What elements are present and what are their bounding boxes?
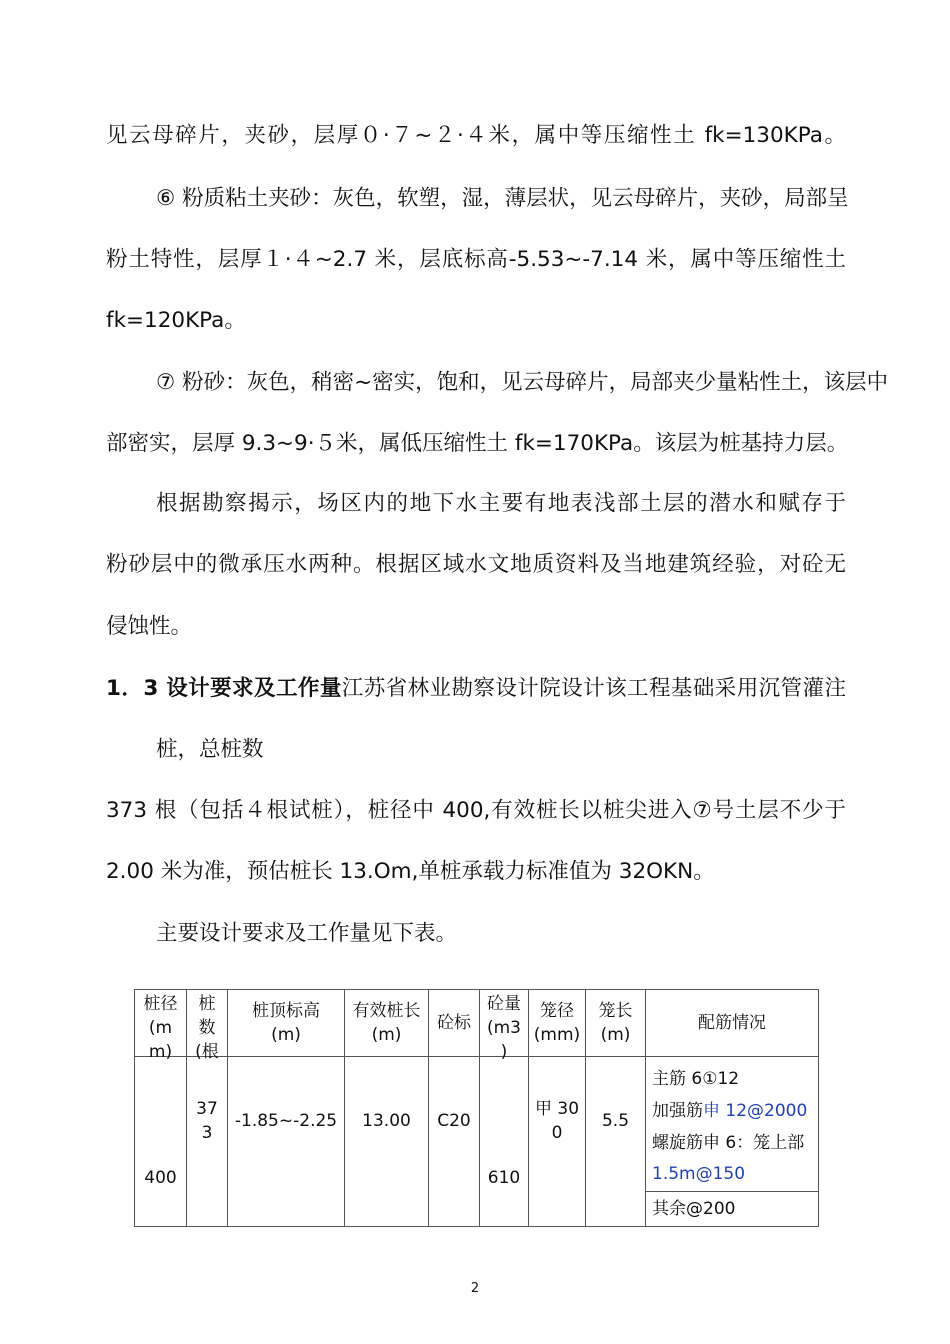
cell-cage-length: 5.5 <box>586 1057 646 1227</box>
header-concrete-volume: 砼量 (m3 ) <box>480 990 529 1057</box>
cell-count: 37 3 <box>187 1057 228 1227</box>
header-count: 桩 数 (根 <box>187 990 228 1057</box>
cell-top-elevation: -1.85~-2.25 <box>228 1057 345 1227</box>
paragraph-line: 根据勘察揭示，场区内的地下水主要有地表浅部土层的潜水和赋存于 <box>156 491 846 516</box>
section-text: 江苏省林业勘察设计院设计该工程基础采用沉管灌注 <box>341 676 846 701</box>
header-diameter: 桩径 (m m) <box>135 990 187 1057</box>
cell-rebar-rest: 其余@200 <box>646 1192 819 1227</box>
paragraph-line: fk=120KPa。 <box>106 308 246 333</box>
header-cage-length: 笼长 (m) <box>586 990 646 1057</box>
header-effective-length: 有效桩长 (m) <box>345 990 429 1057</box>
cell-concrete-grade: C20 <box>429 1057 480 1227</box>
cell-diameter: 400 <box>135 1057 187 1227</box>
paragraph-line: 见云母碎片，夹砂，层厚０·７~２·４米，属中等压缩性土 fk=130KPa。 <box>106 123 846 148</box>
paragraph-line: 部密实，层厚 9.3~9·５米，属低压缩性土 fk=170KPa。该层为桩基持力层。 <box>106 431 849 456</box>
paragraph-line: ⑥ 粉质粘土夹砂：灰色，软塑，湿，薄层状，见云母碎片，夹砂，局部呈 <box>156 186 849 211</box>
paragraph-line: ⑦ 粉砂：灰色，稍密~密实，饱和，见云母碎片，局部夹少量粘性土，该层中 <box>156 370 889 395</box>
table-row <box>135 1057 819 1192</box>
paragraph-line: 粉土特性，层厚１·４~2.7 米，层底标高-5.53~-7.14 米，属中等压缩性土 <box>106 247 846 272</box>
table-header-row <box>135 990 819 1057</box>
page-number: 2 <box>470 1281 480 1296</box>
paragraph-line: 2.00 米为准，预估桩长 13.Om,单桩承载力标准值为 32OKN。 <box>106 859 715 884</box>
paragraph-line: 侵蚀性。 <box>106 614 193 639</box>
paragraph-line: 主要设计要求及工作量见下表。 <box>156 921 458 946</box>
header-rebar: 配筋情况 <box>646 990 819 1057</box>
design-requirements-table <box>134 989 819 1227</box>
cell-concrete-volume: 610 <box>480 1057 529 1227</box>
header-concrete-grade: 砼标 <box>429 990 480 1057</box>
section-heading-line <box>106 674 846 704</box>
rebar-reinforcing: 加强筋申 12@2000 <box>652 1101 808 1121</box>
header-top-elevation: 桩顶标高 (m) <box>228 990 345 1057</box>
rebar-spiral: 螺旋筋申 6：笼上部 <box>652 1133 805 1153</box>
paragraph-line: 桩，总桩数 <box>156 737 264 762</box>
rebar-spiral-value: 1.5m@150 <box>652 1164 746 1184</box>
cell-rebar <box>646 1057 819 1192</box>
paragraph-line: 粉砂层中的微承压水两种。根据区域水文地质资料及当地建筑经验，对砼无 <box>106 552 846 577</box>
cell-effective-length: 13.00 <box>345 1057 429 1227</box>
cell-cage-diameter: 甲 30 0 <box>529 1057 586 1227</box>
section-heading: 1．3 设计要求及工作量 <box>106 676 342 701</box>
paragraph-line: 373 根（包括４根试桩），桩径中 400,有效桩长以桩尖进入⑦号土层不少于 <box>106 798 846 823</box>
header-cage-diameter: 笼径 (mm) <box>529 990 586 1057</box>
rebar-main: 主筋 6①12 <box>652 1069 740 1089</box>
